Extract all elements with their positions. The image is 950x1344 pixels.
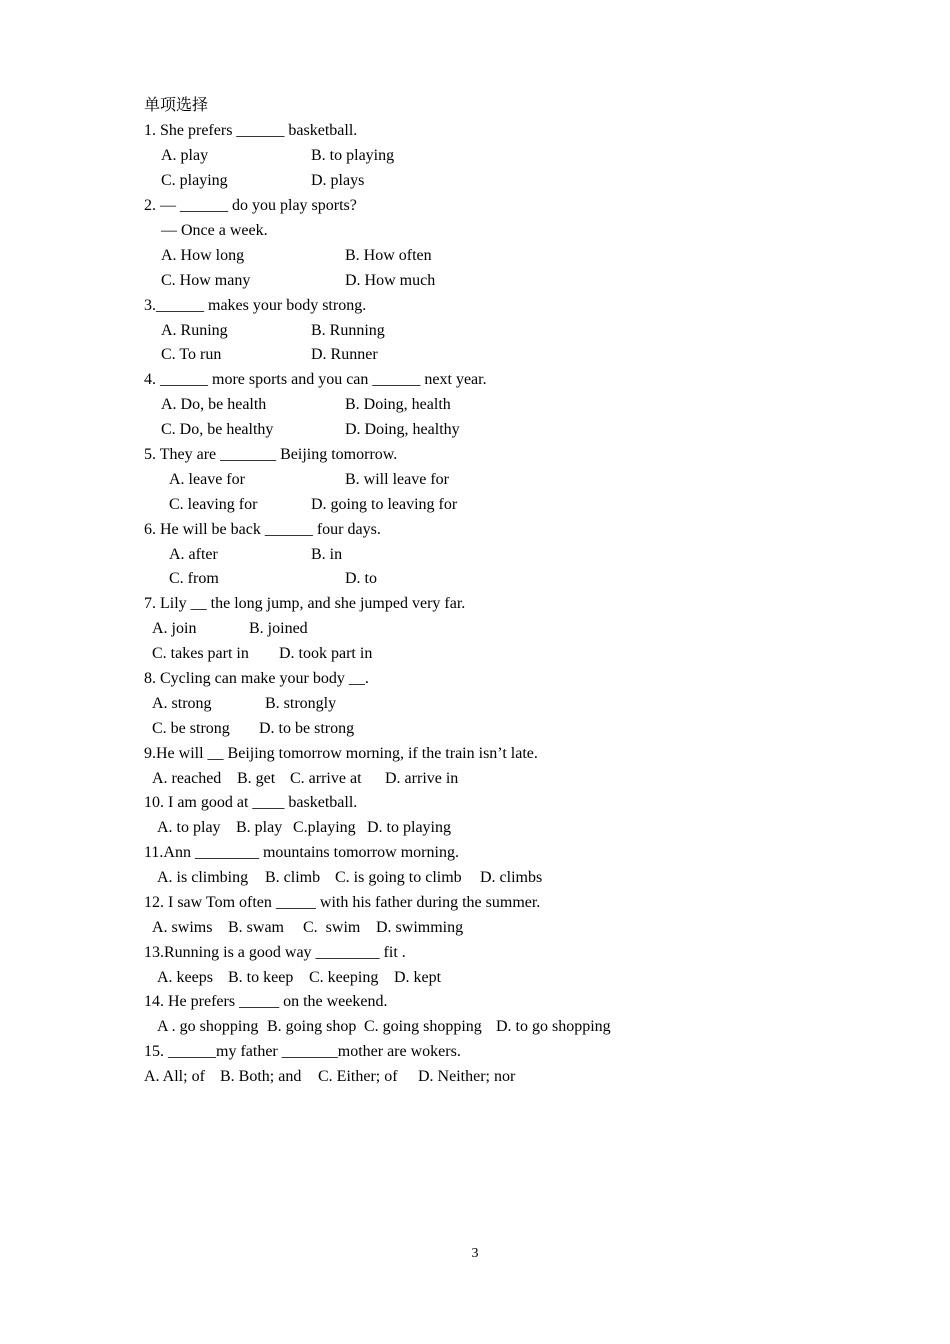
option-b: B. play: [236, 819, 283, 836]
option-c: C. Do, be healthy: [161, 421, 274, 438]
option-c: C. Either; of: [318, 1068, 398, 1085]
option-d: D. plays: [311, 172, 365, 189]
options-row: [0, 542, 343, 567]
options-row: [0, 342, 378, 367]
option-a: A. after: [169, 546, 218, 563]
option-a: A. play: [161, 147, 209, 164]
option-c: C. swim: [303, 919, 361, 936]
page-number: 3: [471, 1246, 479, 1261]
option-d: D. How much: [345, 272, 436, 289]
options-row: [0, 766, 459, 791]
options-row: [0, 865, 543, 890]
option-a: A. Do, be health: [161, 396, 267, 413]
option-a: A. join: [152, 620, 197, 637]
option-a: A. leave for: [169, 471, 245, 488]
options-row: [0, 915, 464, 940]
option-a: A. is climbing: [157, 869, 249, 886]
option-b: B. Doing, health: [345, 396, 451, 413]
option-b: B. strongly: [265, 695, 337, 712]
options-row: [0, 243, 432, 268]
option-a: A. to play: [157, 819, 221, 836]
option-d: D. to go shopping: [496, 1018, 611, 1035]
option-d: D. going to leaving for: [311, 496, 458, 513]
options-row: [0, 143, 395, 168]
option-b: B. to keep: [228, 969, 294, 986]
options-row: [0, 566, 377, 591]
option-c: C. keeping: [309, 969, 379, 986]
options-row: [0, 616, 308, 641]
options-row: [0, 815, 451, 840]
option-d: D. to be strong: [259, 720, 355, 737]
option-a: A. strong: [152, 695, 212, 712]
option-c: C. arrive at: [290, 770, 362, 787]
options-row: [0, 392, 451, 417]
option-c: C. be strong: [152, 720, 230, 737]
option-a: A. Runing: [161, 322, 228, 339]
option-a: A. All; of: [144, 1068, 205, 1085]
document-page: 单项选择 1. She prefers ______ basketball. A. play B. to playing C. playing D. plays 2. — ______ do you play sports? — Once a week. A. How long B. How often C. How many D. How much 3.______ makes your body strong. A. Runing B. Running C. To run D. Runner 4. ______ more sports and you can ______ next year. A. Do, be health B. Doing, health C. Do, be healthy D. Doing, healthy 5. They are _______ Beijing tomorrow. A. leave for B. will leave for C. leaving for D. going to leaving for 6. He will be back ______ four days. A. after B. in C. from D. to 7. Lily __ the long jump, and she jumped very far. A. join B. joined C. takes part in D. took part in 8. Cycling can make your body __. A. strong B. strongly C. be strong D. to be strong 9.He will __ Beijing tomorrow morning, if the train isn’t late. A. reached B. get C. arrive at D. arrive in 10. I am good at ____ basketball. A. to play B. play C.playing D. to playing 11.Ann ________ mountains tomorrow morning. A. is climbing B. climb C. is going to climb D. climbs 12. I saw Tom often _____ with his father during the summer. A. swims B. swam C. swim D. swimming 13.Running is a good way ________ fit . A. keeps B. to keep C. keeping D. kept 14. He prefers _____ on the weekend. A . go shopping B. going shop C. going shopping D. to go shopping 15. ______my father _______mother are wokers. A. All; of B. Both; and C. Either; of D. Neither; nor 3: [0, 0, 950, 1344]
option-c: C. To run: [161, 346, 222, 363]
option-b: B. in: [311, 546, 343, 563]
options-row: [0, 268, 436, 293]
option-b: B. joined: [249, 620, 308, 637]
option-b: B. How often: [345, 247, 432, 264]
option-c: C. going shopping: [364, 1018, 482, 1035]
option-d: D. Neither; nor: [418, 1068, 516, 1085]
option-c: C.playing: [293, 819, 356, 836]
options-row: [0, 641, 373, 666]
option-b: B. get: [237, 770, 276, 787]
options-row: [0, 168, 365, 193]
options-row: [0, 318, 385, 343]
option-c: C. playing: [161, 172, 228, 189]
option-a: A. reached: [152, 770, 222, 787]
option-b: B. Both; and: [220, 1068, 302, 1085]
option-c: C. from: [169, 570, 219, 587]
option-d: D. climbs: [480, 869, 543, 886]
option-d: D. to playing: [367, 819, 451, 836]
option-b: B. will leave for: [345, 471, 449, 488]
option-d: D. Doing, healthy: [345, 421, 460, 438]
options-row: [0, 467, 449, 492]
option-b: B. climb: [265, 869, 321, 886]
options-row: [0, 1014, 611, 1039]
option-d: D. took part in: [279, 645, 373, 662]
option-d: D. Runner: [311, 346, 378, 363]
option-c: C. leaving for: [169, 496, 258, 513]
option-c: C. takes part in: [152, 645, 249, 662]
option-d: D. arrive in: [385, 770, 459, 787]
options-row: [0, 965, 442, 990]
option-a: A. keeps: [157, 969, 213, 986]
options-row: [0, 417, 460, 442]
option-b: B. Running: [311, 322, 385, 339]
option-a: A . go shopping: [157, 1018, 259, 1035]
option-a: A. swims: [152, 919, 213, 936]
option-b: B. to playing: [311, 147, 395, 164]
option-c: C. How many: [161, 272, 251, 289]
option-b: B. swam: [228, 919, 284, 936]
options-row: [0, 492, 458, 517]
options-row: [0, 1064, 516, 1089]
option-c: C. is going to climb: [335, 869, 462, 886]
option-d: D. swimming: [376, 919, 464, 936]
option-a: A. How long: [161, 247, 245, 264]
option-d: D. kept: [394, 969, 442, 986]
option-b: B. going shop: [267, 1018, 357, 1035]
option-d: D. to: [345, 570, 377, 587]
options-row: [0, 691, 337, 716]
options-row: [0, 716, 355, 741]
